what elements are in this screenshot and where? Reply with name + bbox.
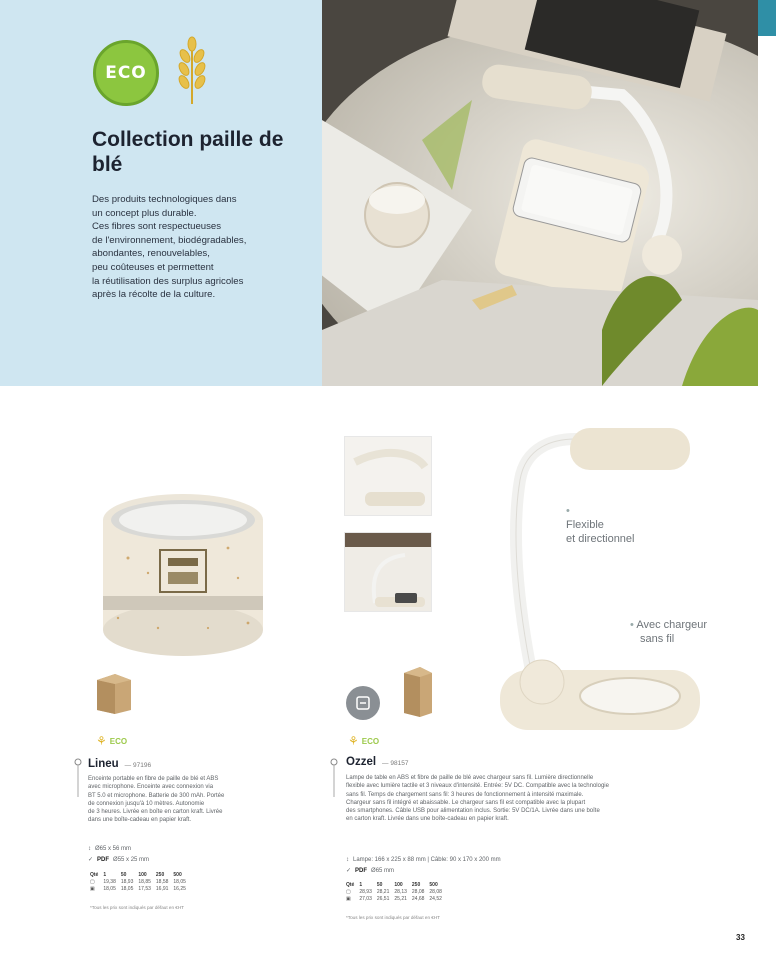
table-row	[90, 879, 191, 886]
charging-icon	[346, 686, 380, 720]
product-header	[88, 758, 151, 770]
product-name: Ozzel	[346, 756, 377, 768]
price-cell: 28,08	[429, 889, 442, 895]
product-desc-line: BT 5.0 et microphone. Batterie de 300 mAh. Portée	[88, 792, 225, 799]
callout-line: Flexible	[566, 519, 604, 531]
product-desc-line: Enceinte portable en fibre de paille de blé et ABS	[88, 776, 219, 782]
print-label: PDF	[355, 867, 368, 874]
price-header-cell: Qté	[90, 872, 99, 878]
price-header-cell: 100	[138, 872, 147, 878]
lamp-thumb-image	[345, 437, 432, 516]
price-cell: 24,68	[411, 896, 425, 902]
product-desc-line: Chargeur sans fil intégré et abaissable. Le chargeur sans fil est compatible avec la plupart	[346, 799, 586, 806]
price-cell: 27,03	[359, 896, 372, 902]
price-header-cell: 1	[359, 882, 363, 888]
price-cell: 18,93	[120, 879, 134, 885]
gift-box-image	[95, 670, 133, 714]
price-table-header	[346, 882, 447, 889]
product-desc-line: dans une boîte-cadeau en papier kraft.	[88, 817, 192, 824]
product-desc-line: de connexion jusqu'à 10 mètres. Autonomie	[88, 800, 205, 807]
ruler-icon: ↕	[346, 857, 349, 863]
price-cell: 28,08	[411, 889, 425, 895]
price-header-cell: 250	[411, 882, 421, 888]
price-table	[346, 882, 447, 903]
price-header-cell: 1	[103, 872, 107, 878]
product-description	[346, 774, 726, 824]
hero-desc-line: abondantes, renouvelables,	[92, 248, 210, 260]
price-cell: 28,21	[376, 889, 390, 895]
table-row	[346, 889, 447, 896]
eco-mini-text: ECO	[109, 736, 128, 746]
lamp-thumb-image	[345, 533, 432, 612]
eco-badge-text: ECO	[105, 63, 147, 83]
print-icon: ✓	[88, 857, 94, 863]
price-cell: 18,05	[120, 886, 134, 892]
product-header	[346, 756, 408, 768]
hero-title: Collection paille de blé	[92, 128, 284, 176]
product-dimension-value: Ø65 x 56 mm	[95, 846, 132, 852]
price-header-cell: 50	[120, 872, 127, 878]
callout-line	[630, 618, 707, 632]
product-desc-line: flexible avec lumière tactile et 3 niveaux d'intensité. Entrée: 5V DC. Compatible avec la technologie	[346, 783, 609, 790]
product-dimension	[346, 857, 501, 863]
price-cell: 28,13	[394, 889, 407, 895]
price-header-cell: 50	[376, 882, 383, 888]
eco-badge-icon	[93, 40, 159, 106]
price-cell: 18,85	[138, 879, 151, 885]
page-number: 33	[736, 933, 745, 942]
print-value: Ø55 x 25 mm	[113, 856, 150, 863]
hero-desc-line: après la récolte de la culture.	[92, 289, 216, 301]
wheat-mini-icon: ⚘	[348, 734, 359, 748]
callout-line: et directionnel	[566, 533, 635, 545]
price-header-cell: 500	[429, 882, 438, 888]
charge-symbol	[354, 694, 372, 712]
callout-dot: •	[566, 505, 570, 517]
price-note: *Tous les prix sont indiqués par défaut en €HT	[90, 905, 184, 910]
price-cell: 18,58	[155, 879, 169, 885]
hero-desc-line: Des produits technologiques dans	[92, 194, 237, 205]
product-description	[88, 775, 288, 825]
hero-desc-line: Ces fibres sont respectueuses	[92, 221, 222, 233]
product-eco-label	[96, 734, 127, 748]
product-desc-line: Lampe de table en ABS et fibre de paille de blé avec chargeur sans fil. Lumière directionnelle	[346, 775, 594, 781]
lamp-product-image	[480, 420, 720, 750]
price-row-icon: ▣	[346, 896, 351, 902]
price-cell: 24,52	[429, 896, 442, 902]
price-cell: 18,05	[173, 879, 186, 885]
product-ref: — 98157	[382, 760, 409, 767]
price-cell: 17,53	[138, 886, 151, 892]
lamp-thumbnail-2	[344, 532, 432, 612]
price-cell: 18,05	[103, 886, 116, 892]
price-row-icon: ▢	[90, 879, 95, 885]
product-eco-label	[348, 734, 379, 748]
price-cell: 28,93	[359, 889, 372, 895]
price-row-icon: ▢	[346, 889, 351, 895]
hero-description	[92, 193, 292, 302]
price-cell: 19,38	[103, 879, 116, 885]
product-desc-line: avec microphone. Enceinte avec connexion via	[88, 784, 214, 791]
product-print-area	[88, 856, 149, 863]
price-header-cell: 250	[155, 872, 165, 878]
hero-desc-line: la réutilisation des surplus agricoles	[92, 275, 244, 287]
product-desc-line: sans fil. Temps de chargement sans fil: 3 heures de fonctionnement à intensité maximale.	[346, 791, 584, 798]
ruler-icon: ↕	[88, 846, 91, 852]
price-header-cell: 100	[394, 882, 403, 888]
product-dimension	[88, 846, 131, 852]
lamp-thumbnail-1	[344, 436, 432, 516]
speaker-product-image	[88, 478, 278, 668]
callout-dot: •	[630, 619, 637, 631]
wheat-icon	[172, 34, 212, 108]
table-row	[90, 886, 191, 893]
price-cell: 25,21	[394, 896, 407, 902]
price-header-cell: 500	[173, 872, 182, 878]
section-tab	[758, 0, 776, 386]
section-tab-marker	[758, 0, 776, 36]
price-cell: 16,25	[173, 886, 186, 892]
print-value: Ø65 mm	[371, 867, 395, 874]
print-icon: ✓	[346, 868, 352, 874]
desk-scene-image	[322, 0, 758, 386]
table-row	[346, 896, 447, 903]
price-table-header	[90, 872, 191, 879]
price-cell: 26,51	[376, 896, 390, 902]
hero-desc-line: un concept plus durable.	[92, 207, 197, 219]
price-note: *Tous les prix sont indiqués par défaut en €HT	[346, 915, 440, 920]
wheat-mini-icon: ⚘	[96, 734, 107, 748]
product-ref: — 97196	[124, 762, 152, 769]
product-desc-line: en carton kraft. Livrée dans une boîte-cadeau en papier kraft.	[346, 816, 509, 823]
print-label: PDF	[97, 856, 110, 863]
hero-desc-line: peu coûteuses et permettent	[92, 261, 214, 273]
hero-desc-line: de l'environnement, biodégradables,	[92, 234, 247, 246]
price-cell: 16,91	[155, 886, 169, 892]
price-header-cell: Qté	[346, 882, 355, 888]
callout-flexible	[566, 504, 635, 546]
product-print-area	[346, 867, 394, 874]
gift-box-image	[402, 665, 434, 717]
product-side-icon	[329, 757, 339, 801]
product-desc-line: des smartphones. Câble USB pour alimentation inclus. Sortie: 5V DC/1A. Livrée dans une boîte	[346, 808, 600, 815]
product-name: Lineu	[88, 758, 119, 770]
hero-photo	[322, 0, 758, 386]
price-table	[90, 872, 191, 893]
product-side-icon	[73, 757, 83, 801]
callout-charger	[630, 618, 707, 646]
product-desc-line: de 3 heures. Livrée en boîte en carton kraft. Livrée	[88, 809, 223, 816]
hero-panel	[0, 0, 322, 386]
eco-mini-text: ECO	[361, 736, 380, 746]
callout-text: Avec chargeur	[636, 619, 708, 631]
price-row-icon: ▣	[90, 886, 95, 892]
callout-line: sans fil	[640, 633, 675, 645]
product-dimension-value: Lampe: 166 x 225 x 88 mm | Câble: 90 x 170 x 200 mm	[353, 857, 501, 863]
